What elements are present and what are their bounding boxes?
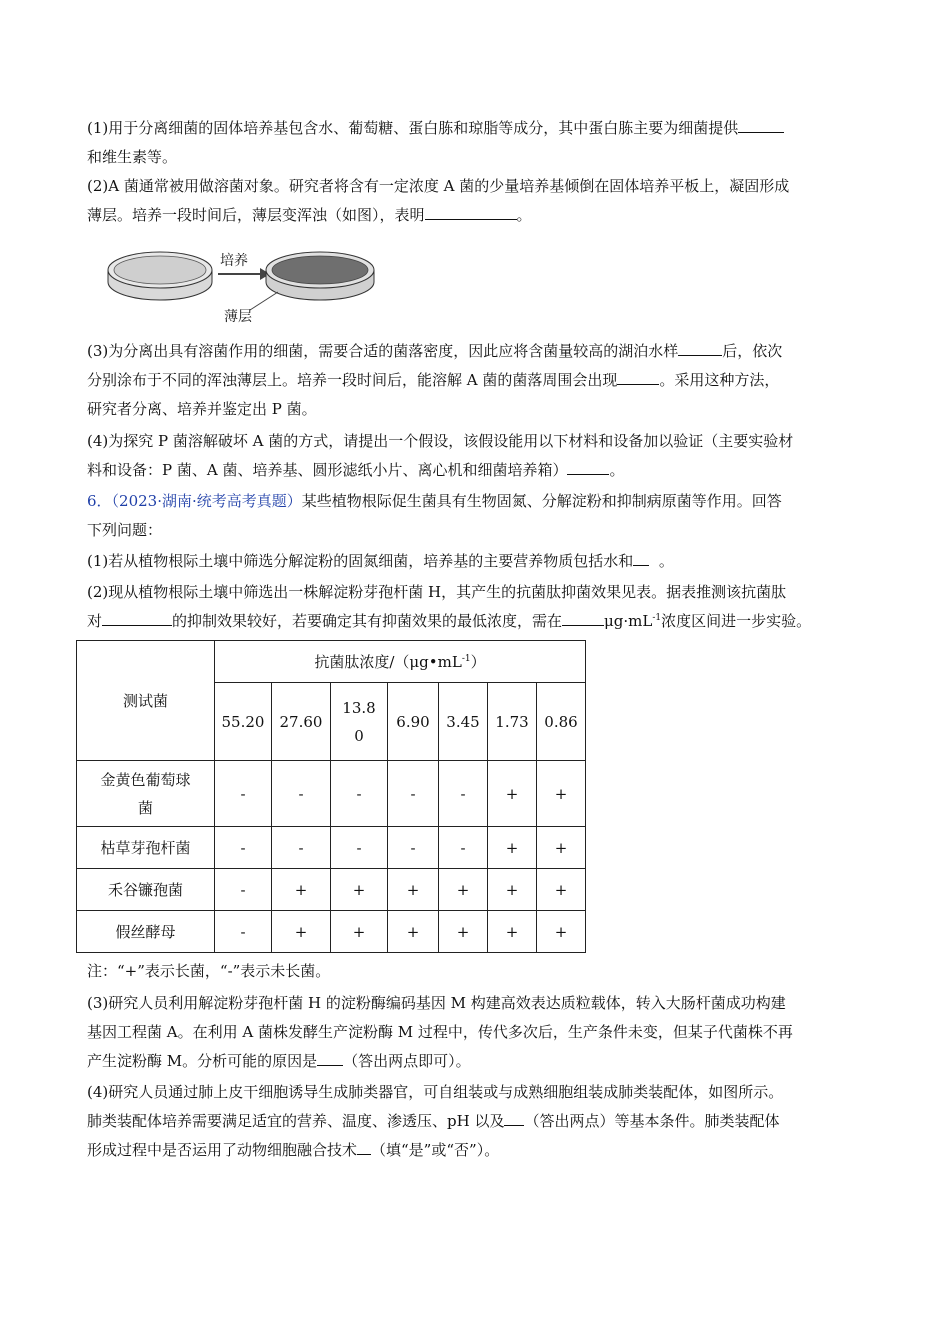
growth-result-cell: -: [215, 911, 272, 953]
q5-part3-text-c: 分别涂布于不同的浑浊薄层上。培养一段时间后，能溶解 A 菌的菌落周围会出现: [87, 371, 618, 389]
q6-part3-line1: [87, 992, 786, 1014]
bacteria-name-cell: 假丝酵母: [77, 911, 215, 953]
q6-part1-end: 。: [658, 552, 674, 570]
answer-blank[interactable]: [425, 204, 517, 220]
q6-part3-text: (3)研究人员利用解淀粉芽孢杆菌 H 的淀粉酶编码基因 M 构建高效表达质粒载体，转入大肠杆菌成功构建: [87, 994, 786, 1012]
q6-part4-line3: [87, 1139, 499, 1161]
q5-part3-text: (3)为分离出具有溶菌作用的细菌，需要合适的菌落密度，因此应将含菌量较高的湖泊水样: [87, 342, 679, 360]
q5-part3-line3: [87, 398, 317, 420]
answer-blank[interactable]: [617, 369, 659, 385]
q6-part1: [87, 550, 674, 572]
growth-result-cell: +: [439, 869, 488, 911]
growth-result-cell: -: [331, 827, 388, 869]
growth-result-cell: +: [488, 827, 537, 869]
concentration-cell: 27.60: [272, 683, 331, 761]
bacteria-name-cell: 金黄色葡萄球 菌: [77, 761, 215, 827]
pointer-line: [250, 292, 278, 310]
table-row: [77, 761, 586, 827]
concentration-header-text: 抗菌肽浓度/（μg•mL: [314, 653, 462, 671]
growth-result-cell: +: [488, 869, 537, 911]
q6-part3-line2: [87, 1021, 793, 1043]
q6-part4-text: (4)研究人员通过肺上皮干细胞诱导生成肺类器官，可自组装或与成熟细胞组装成肺类装配体，如图所示。: [87, 1083, 784, 1101]
q5-part4-text-b: 料和设备：P 菌、A 菌、培养基、圆形滤纸小片、离心机和细菌培养箱）: [87, 461, 568, 479]
growth-result-cell: -: [215, 869, 272, 911]
q5-part3-text-e: 研究者分离、培养并鉴定出 P 菌。: [87, 400, 317, 418]
q6-part4-text-d: 形成过程中是否运用了动物细胞融合技术: [87, 1141, 358, 1159]
q5-part1-line2: [87, 146, 177, 168]
q6-part2-text-b: 对: [87, 612, 103, 630]
concentration-cell: 6.90: [388, 683, 439, 761]
growth-result-cell: +: [331, 911, 388, 953]
petri-dish-figure: [100, 240, 380, 328]
table-row: [77, 869, 586, 911]
q5-part4-line1: [87, 430, 793, 452]
growth-result-cell: -: [272, 761, 331, 827]
q5-part4-text-c: 。: [609, 461, 625, 479]
q6-part2-unit-sup: -1: [652, 613, 662, 623]
concentration-cell: 55.20: [215, 683, 272, 761]
q5-part3-line1: [87, 340, 782, 362]
q6-intro-line1: [87, 490, 782, 512]
bacteria-name-cell: 禾谷镰孢菌: [77, 869, 215, 911]
answer-blank[interactable]: [504, 1110, 524, 1126]
question-source-link[interactable]: （2023·湖南·统考高考真题）: [111, 492, 302, 510]
growth-result-cell: -: [439, 827, 488, 869]
q5-part3-line2: [87, 369, 779, 391]
q5-part1-text: (1)用于分离细菌的固体培养基包含水、葡萄糖、蛋白胨和琼脂等成分，其中蛋白胨主要为细菌提供: [87, 119, 739, 137]
q6-intro-text: 某些植物根际促生菌具有生物固氮、分解淀粉和抑制病原菌等作用。回答: [301, 492, 782, 510]
q5-part3-text-b: 后，依次: [722, 342, 783, 360]
concentration-cell: 0.86: [537, 683, 586, 761]
table-header-concentration: [215, 641, 586, 683]
table-note: 注：“+”表示长菌，“-”表示未长菌。: [87, 962, 331, 980]
q6-part2-line2: [87, 610, 811, 632]
q5-part2-line2: [87, 204, 532, 226]
answer-blank[interactable]: [357, 1139, 371, 1155]
q6-part3-text-d: （答出两点即可）。: [343, 1052, 471, 1070]
q5-part2-line1: [87, 175, 789, 197]
q6-intro-text-b: 下列问题：: [87, 521, 163, 539]
growth-result-cell: -: [331, 761, 388, 827]
q6-part3-text-b: 基因工程菌 A。在利用 A 菌株发酵生产淀粉酶 M 过程中，传代多次后，生产条件未变，但某子代菌株不再: [87, 1023, 793, 1041]
antibacterial-results-table: [76, 640, 586, 953]
growth-result-cell: +: [488, 761, 537, 827]
growth-result-cell: +: [272, 911, 331, 953]
table-row: [77, 827, 586, 869]
bacteria-name-cell: 枯草芽孢杆菌: [77, 827, 215, 869]
q6-part2-unit: μg·mL: [604, 612, 653, 630]
q6-part1-text: (1)若从植物根际土壤中筛选分解淀粉的固氮细菌，培养基的主要营养物质包括水和: [87, 552, 634, 570]
figure-label-culture: 培养: [220, 253, 248, 269]
growth-result-cell: +: [537, 761, 586, 827]
q6-part4-text-b: 肺类装配体培养需要满足适宜的营养、温度、渗透压、pH 以及: [87, 1112, 505, 1130]
clear-dish-icon: [108, 252, 212, 300]
q5-part1-line1: [87, 117, 784, 139]
q5-part1-text-end: 和维生素等。: [87, 148, 178, 166]
q6-part4-line2: [87, 1110, 779, 1132]
growth-result-cell: +: [439, 911, 488, 953]
growth-result-cell: +: [488, 911, 537, 953]
table-row: [77, 911, 586, 953]
q5-part2-text: (2)A 菌通常被用做溶菌对象。研究者将含有一定浓度 A 菌的少量培养基倾倒在固体培养平板上，凝固形成: [87, 177, 790, 195]
growth-result-cell: +: [388, 911, 439, 953]
q6-part4-line1: [87, 1081, 783, 1103]
table-header-test-bacteria: 测试菌: [77, 641, 215, 761]
answer-blank[interactable]: [562, 610, 604, 626]
growth-result-cell: +: [331, 869, 388, 911]
growth-result-cell: -: [388, 761, 439, 827]
q6-intro-line2: [87, 519, 162, 541]
answer-blank[interactable]: [102, 610, 172, 626]
growth-result-cell: +: [537, 869, 586, 911]
q6-part4-text-e: （填“是”或“否”）。: [371, 1141, 500, 1159]
growth-result-cell: +: [272, 869, 331, 911]
answer-blank[interactable]: [738, 117, 784, 133]
answer-blank[interactable]: [317, 1050, 343, 1066]
q6-part3-line3: [87, 1050, 471, 1072]
answer-blank[interactable]: [567, 459, 609, 475]
growth-result-cell: -: [388, 827, 439, 869]
question-number: 6．: [87, 492, 112, 510]
q6-part3-text-c: 产生淀粉酶 M。分析可能的原因是: [87, 1052, 318, 1070]
figure-label-layer: 薄层: [224, 309, 252, 325]
q6-part2-text-d: 浓度区间进一步实验。: [661, 612, 812, 630]
q6-part2-text-c: 的抑制效果较好，若要确定其有抑菌效果的最低浓度，需在: [172, 612, 563, 630]
growth-result-cell: -: [215, 761, 272, 827]
growth-result-cell: -: [215, 827, 272, 869]
concentration-cell: 13.8 0: [331, 683, 388, 761]
q6-part2-line1: [87, 581, 786, 603]
concentration-cell: 3.45: [439, 683, 488, 761]
growth-result-cell: -: [272, 827, 331, 869]
q5-part4-text: (4)为探究 P 菌溶解破坏 A 菌的方式，请提出一个假设，该假设能用以下材料和设备加以验证（主要实验材: [87, 432, 794, 450]
growth-result-cell: +: [537, 911, 586, 953]
q5-part3-text-d: 。采用这种方法，: [659, 371, 780, 389]
answer-blank[interactable]: [678, 340, 722, 356]
growth-result-cell: +: [537, 827, 586, 869]
concentration-header-end: ）: [470, 653, 486, 671]
q5-part2-text-c: 。: [516, 206, 532, 224]
growth-result-cell: -: [439, 761, 488, 827]
q5-part2-text-b: 薄层。培养一段时间后，薄层变浑浊（如图），表明: [87, 206, 425, 224]
turbid-dish-icon: [266, 252, 374, 300]
q5-part4-line2: [87, 459, 624, 481]
concentration-cell: 1.73: [488, 683, 537, 761]
q6-part4-text-c: （答出两点）等基本条件。肺类装配体: [524, 1112, 780, 1130]
growth-result-cell: +: [388, 869, 439, 911]
answer-blank[interactable]: [633, 550, 649, 566]
q6-part2-text: (2)现从植物根际土壤中筛选出一株解淀粉芽孢杆菌 H，其产生的抗菌肽抑菌效果见表。据表推测该抗菌肽: [87, 583, 787, 601]
concentration-header-sup: -1: [461, 654, 471, 664]
